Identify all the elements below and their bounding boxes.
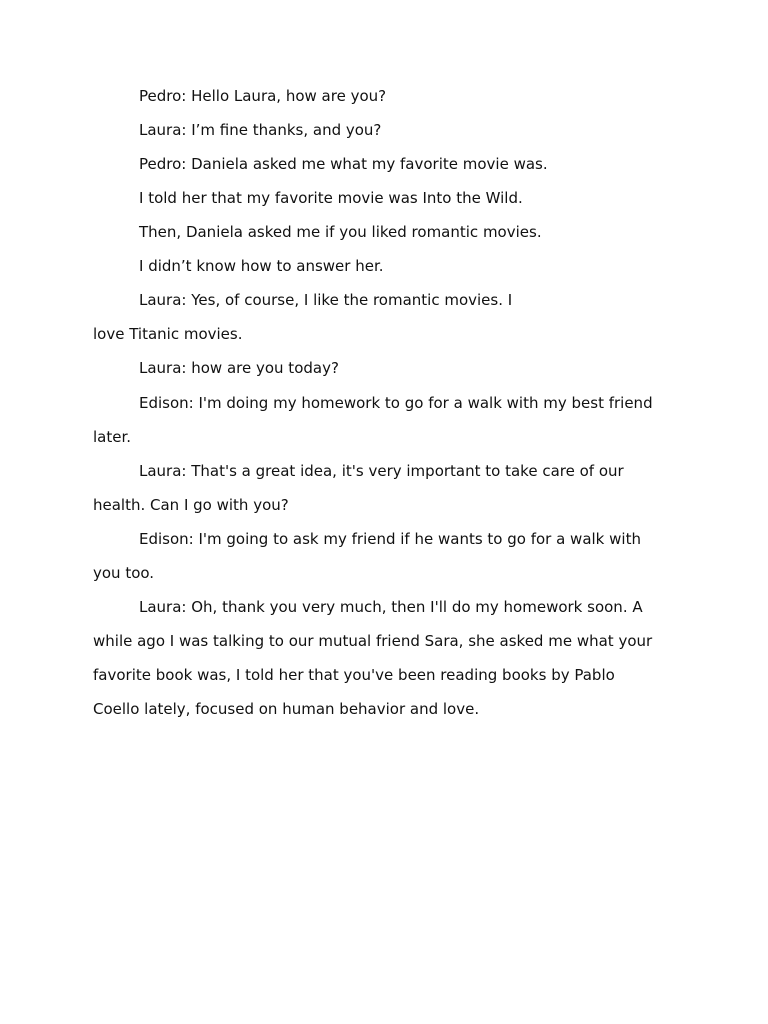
- text-line: I didn’t know how to answer her.: [139, 257, 384, 275]
- text-line: Edison: I'm going to ask my friend if he wants to go for a walk with: [139, 530, 641, 548]
- text-line: Laura: how are you today?: [139, 359, 339, 377]
- text-line: love Titanic movies.: [93, 325, 243, 343]
- text-line: I told her that my favorite movie was Into the Wild.: [139, 189, 523, 207]
- text-line: Edison: I'm doing my homework to go for a walk with my best friend: [139, 394, 653, 412]
- text-line: you too.: [93, 564, 155, 582]
- text-line: later.: [93, 428, 132, 446]
- text-line: Laura: That's a great idea, it's very important to take care of our: [139, 462, 624, 480]
- text-line: Coello lately, focused on human behavior and love.: [93, 700, 480, 718]
- text-line: Laura: Oh, thank you very much, then I'll do my homework soon. A: [139, 598, 643, 616]
- text-line: Laura: Yes, of course, I like the romantic movies. I: [139, 291, 513, 309]
- text-line: Pedro: Daniela asked me what my favorite movie was.: [139, 155, 548, 173]
- text-line: while ago I was talking to our mutual friend Sara, she asked me what your: [93, 632, 653, 650]
- text-line: Then, Daniela asked me if you liked romantic movies.: [139, 223, 542, 241]
- text-line: favorite book was, I told her that you've been reading books by Pablo: [93, 666, 615, 684]
- text-line: Pedro: Hello Laura, how are you?: [139, 87, 387, 105]
- text-line: Laura: I’m fine thanks, and you?: [139, 121, 382, 139]
- text-line: health. Can I go with you?: [93, 496, 289, 514]
